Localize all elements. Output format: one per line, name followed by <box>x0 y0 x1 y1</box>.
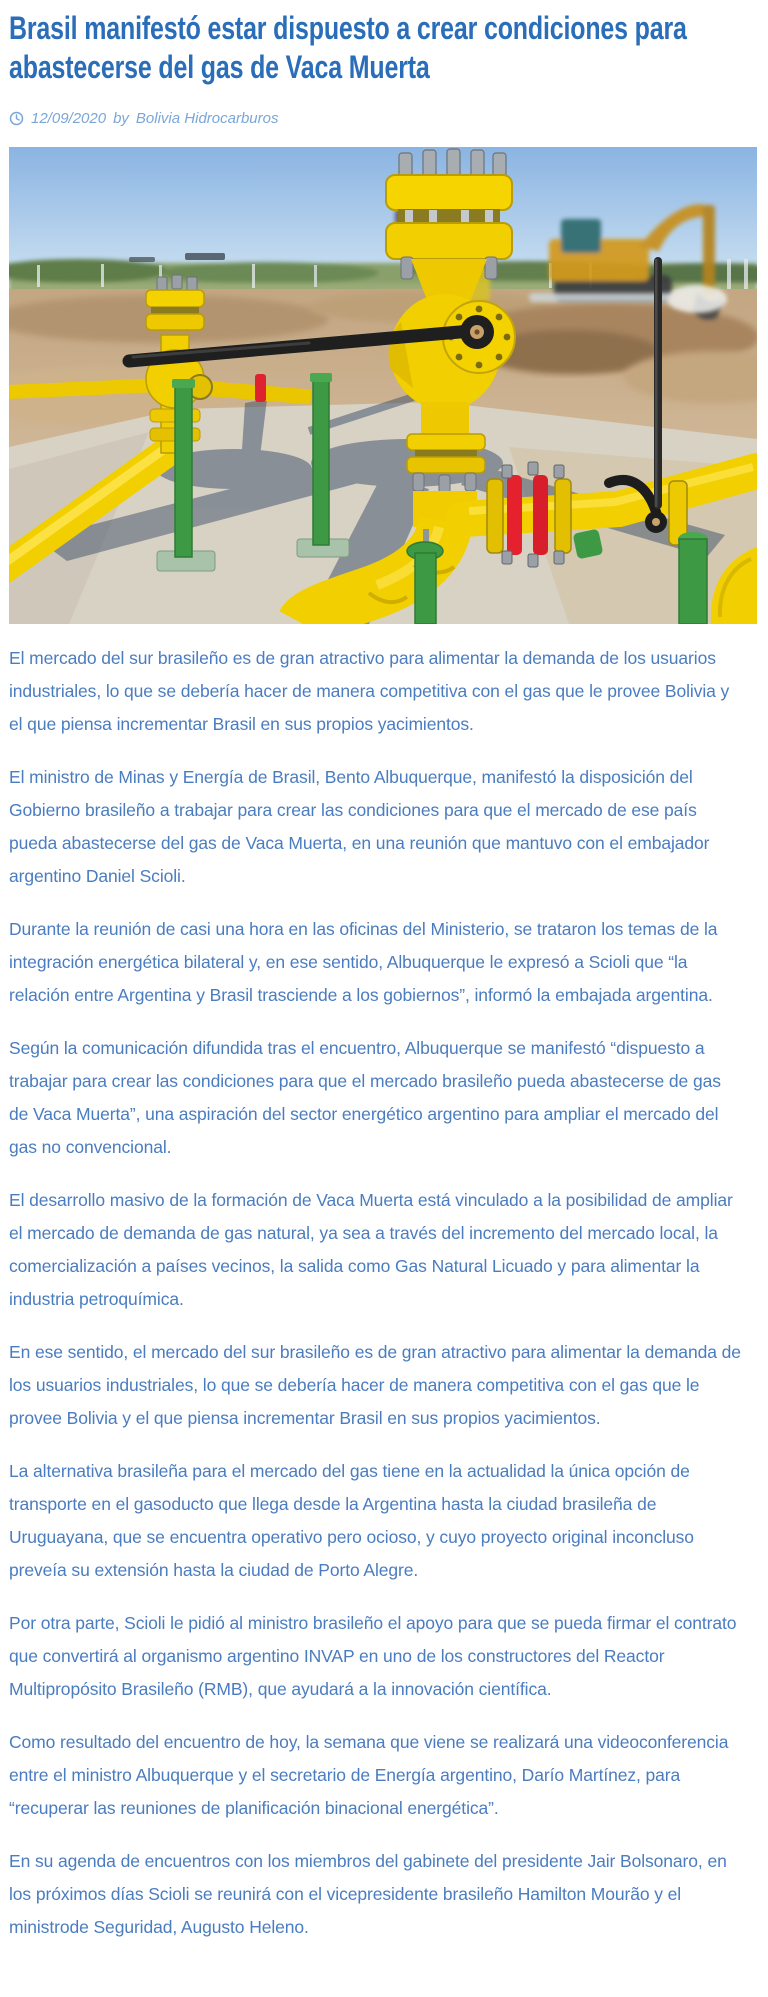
article-paragraph: Durante la reunión de casi una hora en las oficinas del Ministerio, se trataron los temas de la integración energética bilateral y, en ese sentido, Albuquerque le expresó a Scioli que “la relación entre Argentina y Brasil trasciende a los gobiernos”, informó la embajada argentina. <box>9 919 718 1005</box>
marker-rod <box>654 257 662 509</box>
clock-icon <box>9 111 24 126</box>
byline-connector: by <box>113 110 129 127</box>
article-paragraph: El desarrollo masivo de la formación de Vaca Muerta está vinculado a la posibilidad de ampliar el mercado de demanda de gas natural, ya sea a través del incremento del mercado local, la comercialización a países vecinos, la salida como Gas Natural Licuado y para alimentar la industria petroquímica. <box>9 1190 733 1309</box>
page-title: Brasil manifestó estar dispuesto a crear condiciones para abastecerse del gas de Vaca Muerta <box>9 10 687 85</box>
post-author[interactable]: Bolivia Hidrocarburos <box>135 110 279 127</box>
post-meta <box>9 110 759 127</box>
article-paragraph: Por otra parte, Scioli le pidió al ministro brasileño el apoyo para que se pueda firmar el contrato que convertirá al organismo argentino INVAP en uno de los constructores del Reactor Multipropósito Brasileño (RMB), que ayudará a la innovación científica. <box>9 1613 737 1699</box>
article-paragraph: En ese sentido, el mercado del sur brasileño es de gran atractivo para alimentar la demanda de los usuarios industriales, lo que se debería hacer de manera competitiva con el gas que le provee Bolivia y el que piensa incrementar Brasil en sus propios yacimientos. <box>9 1342 741 1428</box>
article-paragraph: En su agenda de encuentros con los miembros del gabinete del presidente Jair Bolsonaro, en los próximos días Scioli se reunirá con el vicepresidente brasileño Hamilton Mourão y el ministrode Seguridad, Augusto Heleno. <box>9 1851 727 1937</box>
article-paragraph: El ministro de Minas y Energía de Brasil, Bento Albuquerque, manifestó la disposición del Gobierno brasileño a trabajar para crear las condiciones para que el mercado de ese país pueda abastecerse del gas de Vaca Muerta, en una reunión que mantuvo con el embajador argentino Daniel Scioli. <box>9 767 710 886</box>
article-paragraph: La alternativa brasileña para el mercado del gas tiene en la actualidad la única opción de transporte en el gasoducto que llega desde la Argentina hasta la ciudad brasileña de Uruguayana, que se encuentra operativo pero ocioso, y cuyo proyecto original inconcluso preveía su extensión hasta la ciudad de Porto Alegre. <box>9 1461 694 1580</box>
article-paragraph: Como resultado del encuentro de hoy, la semana que viene se realizará una videoconferencia entre el ministro Albuquerque y el secretario de Energía argentino, Darío Martínez, para “recuperar las reuniones de planificación binacional energética”. <box>9 1732 729 1818</box>
article-paragraph: Según la comunicación difundida tras el encuentro, Albuquerque se manifestó “dispuesto a trabajar para crear las condiciones para que el mercado brasileño pueda abastecerse de gas de Vaca Muerta”, una aspiración del sector energético argentino para ampliar el mercado del gas no convencional. <box>9 1038 721 1157</box>
article-paragraph: El mercado del sur brasileño es de gran atractivo para alimentar la demanda de los usuarios industriales, lo que se debería hacer de manera competitiva con el gas que le provee Bolivia y el que piensa incrementar Brasil en sus propios yacimientos. <box>9 648 730 734</box>
gas-pipeline-photo <box>9 147 757 624</box>
article-body <box>9 642 759 1944</box>
post-date: 12/09/2020 <box>31 110 107 127</box>
